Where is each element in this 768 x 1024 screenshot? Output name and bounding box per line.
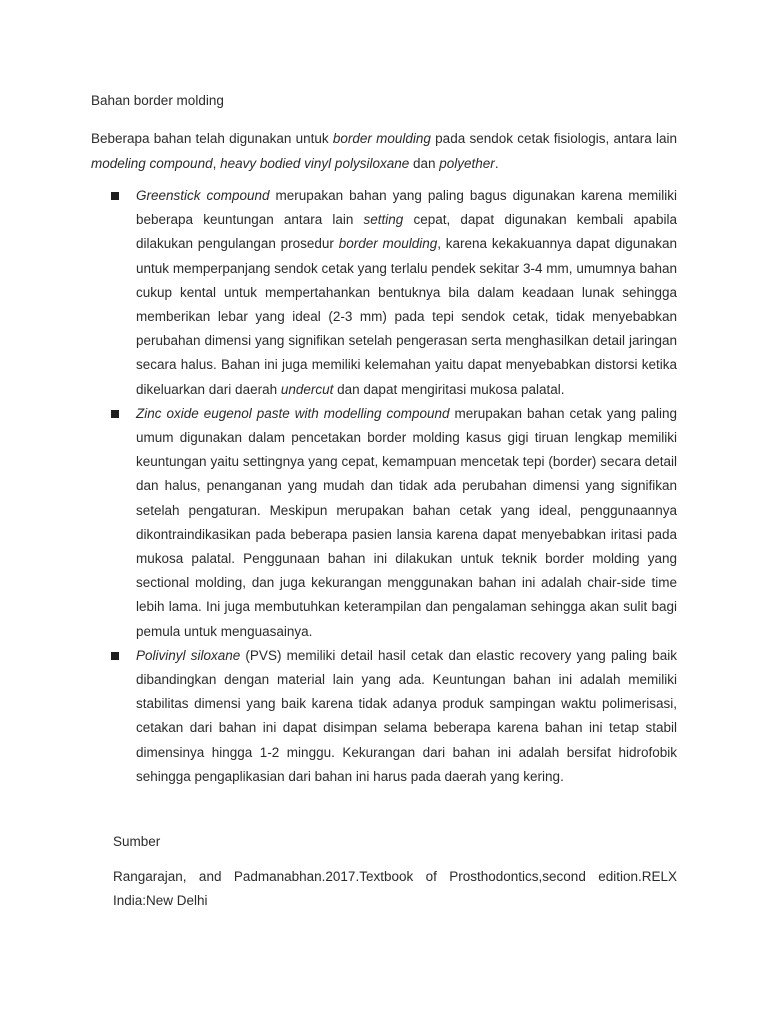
intro-text: dan [409, 156, 440, 171]
list-item-polyvinyl-siloxane [0, 644, 768, 789]
material-name: Greenstick compound [136, 188, 270, 203]
item-text: dan dapat mengiritasi mukosa palatal. [333, 381, 565, 397]
square-bullet-icon [111, 192, 119, 200]
item-text: merupakan bahan yang paling bagus digunakan karena memiliki beberapa keuntungan antara lain [136, 188, 677, 228]
list-item-greenstick [0, 184, 768, 402]
item-text: cepat, dapat digunakan kembali apabila dilakukan pengulangan prosedur [136, 212, 677, 252]
item-term: undercut [280, 381, 334, 397]
list-item-zinc-oxide-eugenol [0, 402, 768, 644]
item-text: , karena kekakuannya dapat digunakan untuk memperpanjang sendok cetak yang terlalu pendek sekitar 3-4 mm, umumnya bahan cukup kental untuk mempertahankan bentuknya bila dalam keadaan lunak sehingga memberikan lebar yang ideal (2-3 mm) pada tepi sendok cetak, tidak menyebabkan perubahan dimensi yang signifikan setelah pengerasan serta menghasilkan detail jaringan secara halus. Bahan ini juga memiliki kelemahan yaitu dapat menyebabkan distorsi ketika dikeluarkan dari daerah [136, 236, 677, 397]
list-item-text [136, 402, 677, 644]
square-bullet-icon [111, 652, 119, 660]
list-item-text [136, 184, 677, 402]
intro-text: . [494, 156, 499, 171]
item-text: (PVS) memiliki detail hasil cetak dan elastic recovery yang paling baik dibandingkan dengan material lain yang ada. Keuntungan bahan ini adalah memiliki stabilitas dimensi yang baik karena tidak adanya produk sampingan waktu polimerisasi, cetakan dari bahan ini dapat disimpan selama beberapa karena bahan ini tetap stabil dimensinya hingga 1-2 minggu. Kekurangan dari bahan ini adalah bersifat hidrofobik sehingga pengaplikasian dari bahan ini harus pada daerah yang kering. [136, 647, 677, 784]
intro-paragraph [91, 126, 677, 176]
item-text: merupakan bahan cetak yang paling umum digunakan dalam pencetakan border molding kasus gigi tiruan lengkap memiliki keuntungan yaitu settingnya yang cepat, kemampuan mencetak tepi (border) secara detail dan halus, penanganan yang mudah dan tidak ada perubahan dimensi yang signifikan setelah pengaturan. Meskipun merupakan bahan cetak yang ideal, penggunaannya dikontraindikasikan pada beberapa pasien lansia karena dapat menyebabkan iritasi pada mukosa palatal. Penggunaan bahan ini dilakukan untuk teknik border molding yang sectional molding, dan juga kekurangan menggunakan bahan ini adalah chair-side time lebih lama. Ini juga membutuhkan keterampilan dan pengalaman sehingga akan sulit bagi pemula untuk menguasainya. [136, 405, 677, 639]
intro-text: , [212, 156, 221, 171]
material-list [0, 184, 768, 789]
square-bullet-icon [111, 410, 119, 418]
item-term: setting [363, 212, 404, 228]
material-name: Polivinyl siloxane [136, 647, 241, 663]
intro-text: Beberapa bahan telah digunakan untuk [91, 131, 333, 146]
intro-text: pada sendok cetak fisiologis, antara lain [430, 131, 678, 146]
list-item-text [136, 644, 677, 789]
source-heading: Sumber [113, 834, 161, 849]
intro-term-modeling-compound: modeling compound [91, 156, 213, 171]
intro-term-polyether: polyether [439, 156, 495, 171]
intro-term-border-moulding: border moulding [332, 131, 431, 146]
item-term: border moulding [338, 236, 438, 252]
intro-term-vinyl-polysiloxane: heavy bodied vinyl polysiloxane [220, 156, 410, 171]
material-name: Zinc oxide eugenol paste with modelling compound [136, 405, 450, 421]
section-heading: Bahan border molding [91, 93, 224, 108]
source-citation: Rangarajan, and Padmanabhan.2017.Textbook of Prosthodontics,second edition.RELX India:New Delhi [113, 869, 677, 908]
